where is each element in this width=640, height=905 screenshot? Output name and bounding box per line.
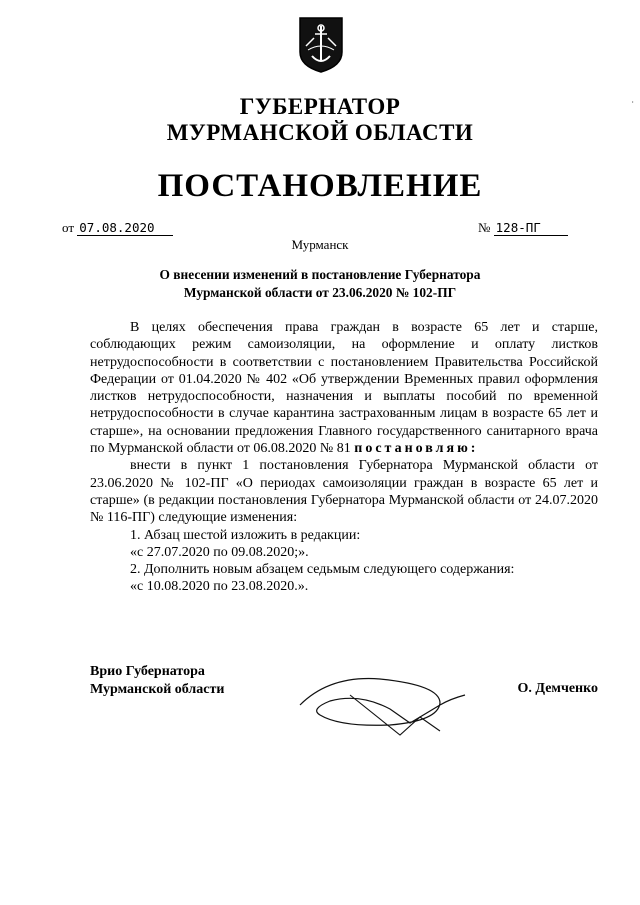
item-1: 1. Абзац шестой изложить в редакции: xyxy=(130,527,361,543)
date-value: 07.08.2020 xyxy=(77,220,173,236)
number-value: 128-ПГ xyxy=(494,220,568,236)
document-number xyxy=(478,220,568,236)
document-title xyxy=(60,266,580,302)
preamble-paragraph xyxy=(90,319,598,457)
position-line1: Врио Губернатора xyxy=(90,664,205,679)
number-prefix: № xyxy=(478,220,491,235)
item-2: 2. Дополнить новым абзацем седьмым следующего содержания: xyxy=(130,562,515,578)
handwritten-signature xyxy=(290,665,480,745)
city: Мурманск xyxy=(291,237,349,252)
coat-of-arms-icon xyxy=(298,16,344,74)
item-2-text: «с 10.08.2020 по 23.08.2020.». xyxy=(130,579,309,595)
document-body xyxy=(90,319,598,596)
decree-word: постановляю: xyxy=(354,441,479,457)
document-date xyxy=(62,220,173,236)
preamble-text: В целях обеспечения права граждан в возрасте 65 лет и старше, соблюдающих режим самоизоляции, на оформление и оплату листков нетрудоспособности в соответствии с постановлением Правительства Российской Федерации от 01.04.2020 № 402 «Об утверждении Временных правил оформления листков нетрудоспособности, назначения и выплаты пособий по временной нетрудоспособности в случае карантина застрахованным лицам в возрасте 65 лет и старше», на основании предложения Главного государственного санитарного врача по Мурманской области от 06.08.2020 № 81 xyxy=(90,320,598,457)
signatory-position xyxy=(90,663,224,698)
document-type: ПОСТАНОВЛЕНИЕ xyxy=(157,168,483,204)
signatory-name: О. Демченко xyxy=(517,681,598,696)
title-line2: Мурманской области от 23.06.2020 № 102-ПГ xyxy=(183,285,457,300)
title-line1: О внесении изменений в постановление Губернатора xyxy=(159,267,481,282)
item-1-text: «с 27.07.2020 по 09.08.2020;». xyxy=(130,544,309,560)
amendment-paragraph: внести в пункт 1 постановления Губернатора Мурманской области от 23.06.2020 № 102-ПГ «О периодах самоизоляции граждан в возрасте 65 лет и старше» (в редакции постановления Губернатора Мурманской области от 24.07.2020 № 116-ПГ) следующие изменения: xyxy=(90,458,598,526)
position-line2: Мурманской области xyxy=(90,681,225,697)
date-prefix: от xyxy=(62,220,75,235)
org-name-line2: МУРМАНСКОЙ ОБЛАСТИ xyxy=(166,120,474,145)
margin-mark: · xyxy=(631,98,634,107)
org-name-line1: ГУБЕРНАТОР xyxy=(239,94,401,119)
